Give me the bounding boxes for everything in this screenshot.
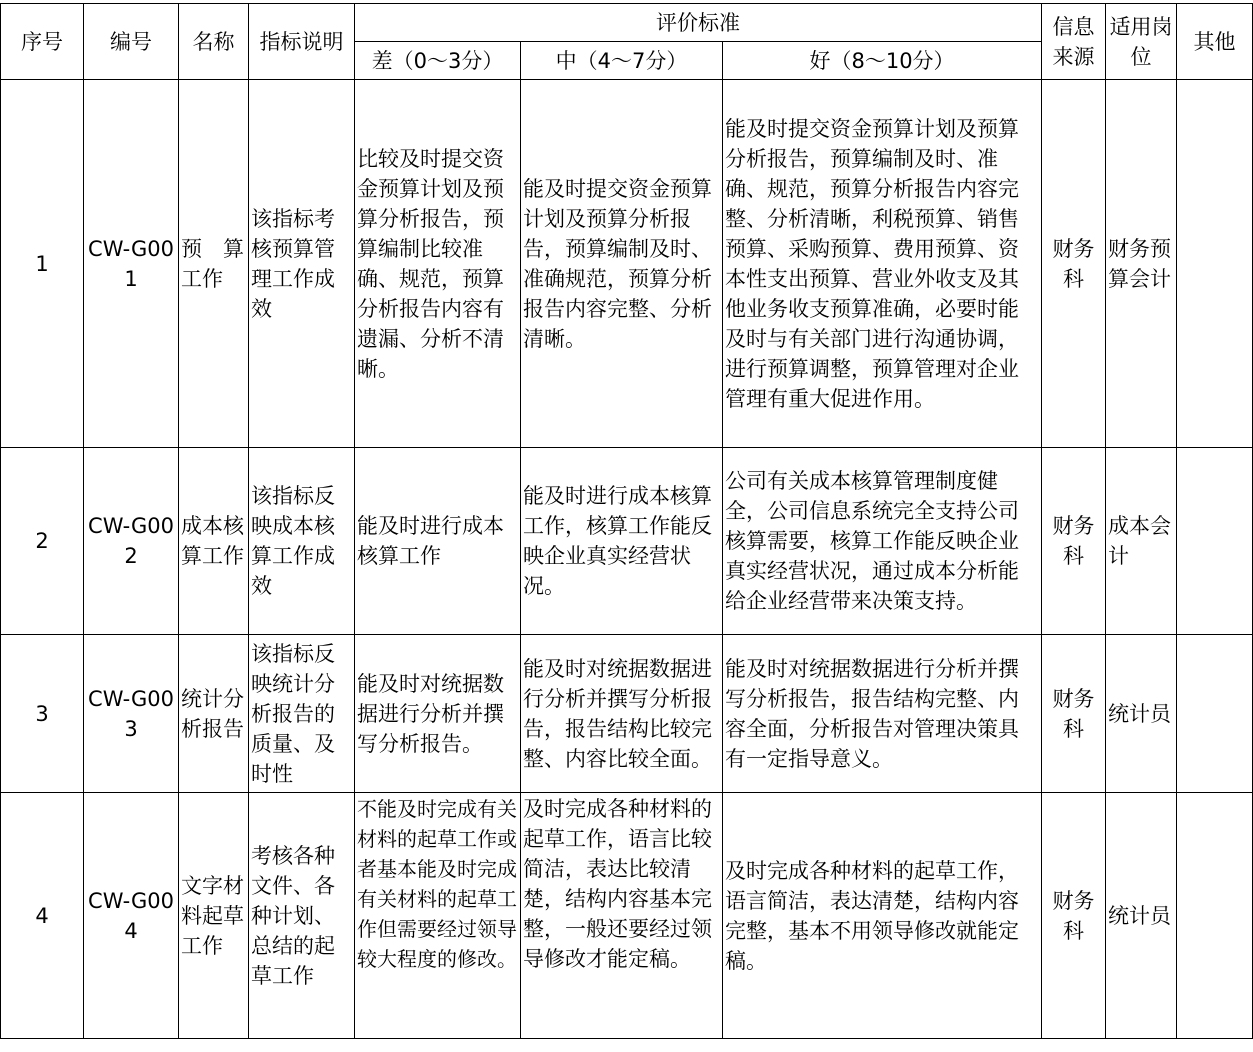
header-bad: 差（0～3分） [355, 42, 521, 80]
cell-source: 财务科 [1042, 793, 1106, 1039]
cell-bad: 能及时进行成本核算工作 [355, 448, 521, 635]
header-source: 信息来源 [1042, 4, 1106, 80]
cell-other [1177, 635, 1253, 793]
header-seq: 序号 [1, 4, 84, 80]
cell-seq: 3 [1, 635, 84, 793]
cell-desc: 该指标考核预算管理工作成效 [249, 80, 355, 448]
cell-name: 预 算工作 [179, 80, 249, 448]
table-row [1, 793, 1253, 1039]
cell-post: 统计员 [1106, 793, 1177, 1039]
cell-source: 财务科 [1042, 635, 1106, 793]
cell-seq: 4 [1, 793, 84, 1039]
cell-post: 财务预算会计 [1106, 80, 1177, 448]
cell-code: CW-G004 [84, 793, 179, 1039]
cell-good: 能及时对统据数据进行分析并撰写分析报告，报告结构完整、内容全面，分析报告对管理决策具有一定指导意义。 [723, 635, 1042, 793]
cell-code: CW-G001 [84, 80, 179, 448]
cell-seq: 2 [1, 448, 84, 635]
header-name: 名称 [179, 4, 249, 80]
cell-bad: 能及时对统据数据进行分析并撰写分析报告。 [355, 635, 521, 793]
table-row [1, 448, 1253, 635]
header-good: 好（8～10分） [723, 42, 1042, 80]
cell-name: 成本核算工作 [179, 448, 249, 635]
cell-mid: 能及时对统据数据进行分析并撰写分析报告，报告结构比较完整、内容比较全面。 [521, 635, 723, 793]
cell-code: CW-G003 [84, 635, 179, 793]
cell-good: 及时完成各种材料的起草工作，语言简洁，表达清楚，结构内容完整，基本不用领导修改就能定稿。 [723, 793, 1042, 1039]
header-criteria: 评价标准 [355, 4, 1042, 42]
cell-other [1177, 80, 1253, 448]
header-desc: 指标说明 [249, 4, 355, 80]
cell-bad: 不能及时完成有关材料的起草工作或者基本能及时完成有关材料的起草工作但需要经过领导较大程度的修改。 [355, 793, 521, 1039]
cell-desc: 考核各种文件、各种计划、总结的起草工作 [249, 793, 355, 1039]
cell-name: 统计分析报告 [179, 635, 249, 793]
cell-desc: 该指标反映成本核算工作成效 [249, 448, 355, 635]
cell-mid: 能及时进行成本核算工作，核算工作能反映企业真实经营状况。 [521, 448, 723, 635]
cell-source: 财务科 [1042, 448, 1106, 635]
evaluation-table [0, 3, 1253, 1039]
cell-bad: 比较及时提交资金预算计划及预算分析报告，预算编制比较准确、规范，预算分析报告内容有遗漏、分析不清晰。 [355, 80, 521, 448]
header-post: 适用岗位 [1106, 4, 1177, 80]
table-row [1, 635, 1253, 793]
cell-mid: 及时完成各种材料的起草工作，语言比较简洁，表达比较清楚，结构内容基本完整，一般还要经过领导修改才能定稿。 [521, 793, 723, 1039]
cell-code: CW-G002 [84, 448, 179, 635]
header-mid: 中（4～7分） [521, 42, 723, 80]
cell-other [1177, 793, 1253, 1039]
header-code: 编号 [84, 4, 179, 80]
cell-mid: 能及时提交资金预算计划及预算分析报告，预算编制及时、准确规范，预算分析报告内容完整、分析清晰。 [521, 80, 723, 448]
header-row-top [1, 4, 1253, 42]
cell-other [1177, 448, 1253, 635]
table-row [1, 80, 1253, 448]
cell-source: 财务科 [1042, 80, 1106, 448]
cell-good: 公司有关成本核算管理制度健全，公司信息系统完全支持公司核算需要，核算工作能反映企业真实经营状况，通过成本分析能给企业经营带来决策支持。 [723, 448, 1042, 635]
cell-post: 统计员 [1106, 635, 1177, 793]
header-other: 其他 [1177, 4, 1253, 80]
cell-good: 能及时提交资金预算计划及预算分析报告，预算编制及时、准确、规范，预算分析报告内容完整、分析清晰，利税预算、销售预算、采购预算、费用预算、资本性支出预算、营业外收支及其他业务收支预算准确，必要时能及时与有关部门进行沟通协调，进行预算调整，预算管理对企业管理有重大促进作用。 [723, 80, 1042, 448]
cell-name: 文字材料起草工作 [179, 793, 249, 1039]
cell-post: 成本会计 [1106, 448, 1177, 635]
cell-desc: 该指标反映统计分析报告的质量、及时性 [249, 635, 355, 793]
cell-seq: 1 [1, 80, 84, 448]
